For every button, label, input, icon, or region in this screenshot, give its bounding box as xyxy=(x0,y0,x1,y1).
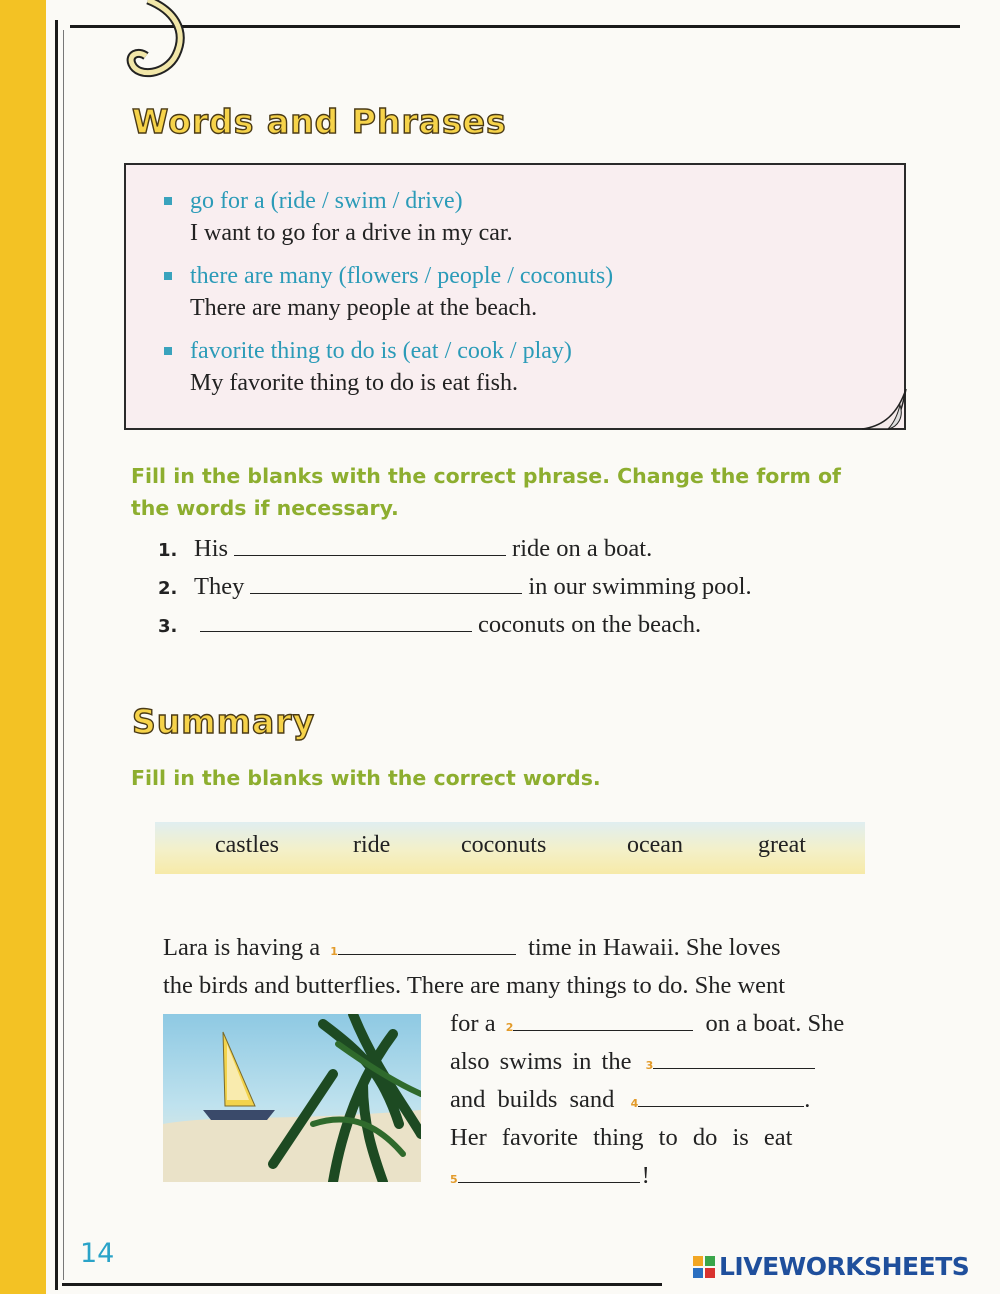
passage-line xyxy=(450,1048,821,1076)
passage-text: Lara is having a xyxy=(163,934,321,961)
summary-blank-5[interactable] xyxy=(458,1162,640,1183)
summary-instruction: Fill in the blanks with the correct words. xyxy=(131,766,601,790)
passage-text: and builds sand xyxy=(450,1086,615,1113)
hook-icon xyxy=(118,0,198,90)
phrase-item xyxy=(164,260,613,324)
bullet-icon xyxy=(164,197,172,205)
bank-word: castles xyxy=(215,832,279,858)
passage-line xyxy=(450,1010,844,1038)
answer-blank-3[interactable] xyxy=(200,611,472,632)
yellow-margin-strip xyxy=(0,0,46,1294)
passage-text: ! xyxy=(641,1162,650,1189)
item-after: coconuts on the beach. xyxy=(478,611,702,638)
page-curl-icon xyxy=(858,383,910,435)
phrase-box xyxy=(124,163,906,430)
summary-blank-3[interactable] xyxy=(653,1048,815,1069)
passage-line: Her favorite thing to do is eat xyxy=(450,1124,793,1151)
summary-blank-2[interactable] xyxy=(513,1010,693,1031)
answer-blank-2[interactable] xyxy=(250,573,522,594)
bottom-border-line xyxy=(62,1283,662,1286)
passage-text: for a xyxy=(450,1010,496,1037)
passage-line xyxy=(450,1162,650,1190)
blank-number: 1 xyxy=(330,945,338,958)
liveworksheets-logo-icon xyxy=(693,1256,715,1278)
beach-photo xyxy=(163,1014,421,1182)
item-number: 2. xyxy=(158,578,178,599)
words-phrases-heading: Words and Phrases xyxy=(132,102,507,141)
page-number: 14 xyxy=(80,1238,115,1269)
left-border-line xyxy=(55,20,58,1290)
summary-blank-4[interactable] xyxy=(638,1086,804,1107)
passage-text: time in Hawaii. She loves xyxy=(528,934,781,961)
item-before: His xyxy=(194,535,229,562)
instruction-line: the words if necessary. xyxy=(131,496,399,520)
bank-word: great xyxy=(758,832,806,858)
item-after: ride on a boat. xyxy=(512,535,653,562)
phrase-item xyxy=(164,185,513,249)
bullet-icon xyxy=(164,347,172,355)
instruction-line: Fill in the blanks with the correct phrase. Change the form of xyxy=(131,464,841,488)
exercise-item xyxy=(158,611,701,639)
blank-number: 2 xyxy=(505,1021,514,1034)
passage-line xyxy=(163,934,781,962)
passage-text: on a boat. She xyxy=(705,1010,845,1037)
passage-text: . xyxy=(804,1086,811,1113)
passage-text: also swims in the xyxy=(450,1048,632,1075)
top-border-line xyxy=(70,25,960,28)
phrase-text: go for a (ride / swim / drive) xyxy=(190,188,463,214)
blank-number: 3 xyxy=(645,1059,654,1072)
phrase-example: I want to go for a drive in my car. xyxy=(190,220,513,246)
liveworksheets-logo xyxy=(693,1252,969,1286)
answer-blank-1[interactable] xyxy=(234,535,506,556)
phrase-text: favorite thing to do is (eat / cook / play) xyxy=(190,338,572,364)
bullet-icon xyxy=(164,272,172,280)
blank-number: 4 xyxy=(630,1097,639,1110)
passage-line xyxy=(450,1086,810,1114)
bank-word: ride xyxy=(353,832,391,858)
exercise1-instruction xyxy=(131,460,841,524)
brand-name: LIVEWORKSHEETS xyxy=(719,1252,970,1281)
exercise-item xyxy=(158,573,752,601)
blank-number: 5 xyxy=(450,1173,458,1186)
passage-line: the birds and butterflies. There are many things to do. She went xyxy=(163,972,786,999)
exercise-item xyxy=(158,535,652,563)
left-border-inner-line xyxy=(63,30,64,1280)
item-after: in our swimming pool. xyxy=(528,573,752,600)
item-number: 1. xyxy=(158,540,178,561)
phrase-text: there are many (flowers / people / coconuts) xyxy=(190,263,614,289)
item-number: 3. xyxy=(158,616,178,637)
word-bank xyxy=(155,822,865,874)
summary-heading: Summary xyxy=(132,702,316,741)
phrase-example: My favorite thing to do is eat fish. xyxy=(190,370,518,396)
item-before: They xyxy=(194,573,245,600)
phrase-item xyxy=(164,335,572,399)
summary-blank-1[interactable] xyxy=(338,934,516,955)
bank-word: coconuts xyxy=(461,832,547,858)
phrase-example: There are many people at the beach. xyxy=(190,295,538,321)
bank-word: ocean xyxy=(627,832,683,858)
